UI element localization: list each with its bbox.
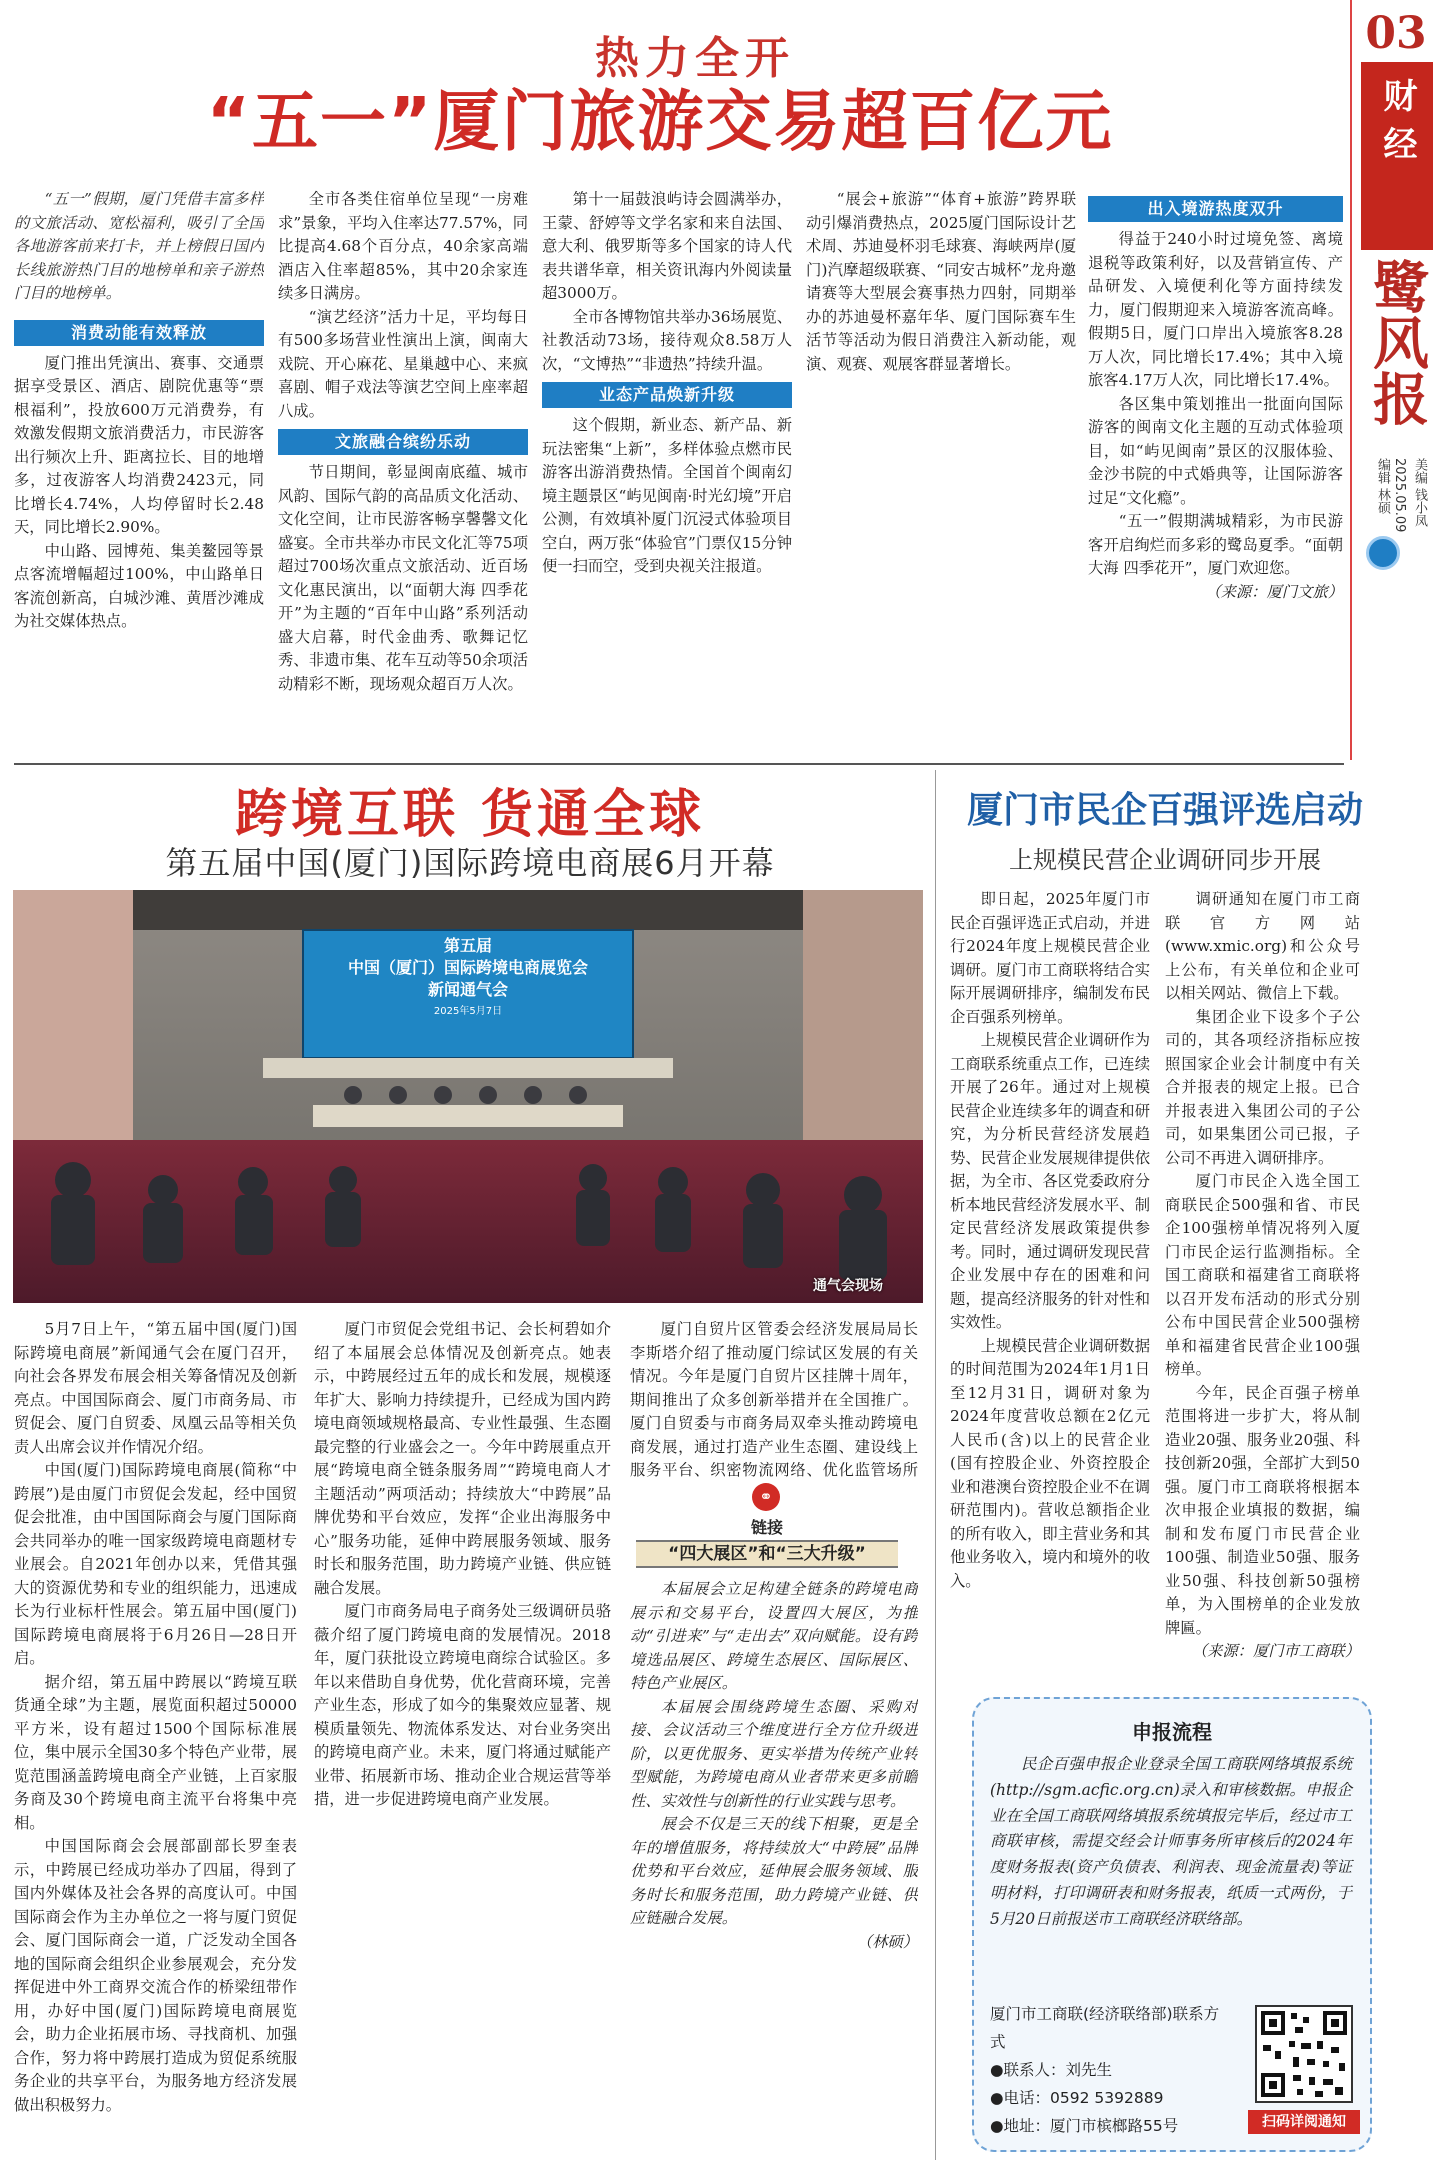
story1-headline: “五一”厦门旅游交易超百亿元 <box>206 83 1114 160</box>
paragraph: 全市各博物馆共举办36场展览、社教活动73场，接待观众8.58万人次，“文博热”“非遗热”持续升温。 <box>542 307 792 373</box>
photo-caption: 通气会现场 <box>813 1278 883 1294</box>
screen-date: 2025年5月7日 <box>433 1006 503 1017</box>
designer-credit: 美编 钱小凤 <box>1412 458 1427 528</box>
story1-column-1 <box>14 188 264 753</box>
story1-lead: “五一”假期，厦门凭借丰富多样的文旅活动、宽松福利，吸引了全国各地游客前来打卡，并上榜假日国内长线旅游热门目的地榜单和亲子游热门目的地榜单。 <box>14 190 264 302</box>
story3-column-1 <box>950 888 1150 1688</box>
paper-seal-icon <box>1366 536 1400 570</box>
story3-subhead: 上规模民营企业调研同步开展 <box>1009 846 1321 874</box>
story2-column-3 <box>630 1318 918 1478</box>
link-title: “四大展区”和“三大升级” <box>636 1540 898 1568</box>
paragraph: 上规模民营企业调研数据的时间范围为2024年1月1日至12月31日，调研对象为2024年度营收总额在2亿元人民币(含)以上的民营企业(国有控股企业、外资控股企业和港澳台资控股企业不在调研范围内)。营收总额指企业的所有收入，即主营业务和其他业务收入，境内和境外的收入。 <box>950 1336 1150 1590</box>
application-process-title: 申报流程 <box>1132 1720 1212 1744</box>
story1-column-2 <box>278 188 528 753</box>
contact-info <box>990 2000 1220 2140</box>
paragraph: “演艺经济”活力十足，平均每日有500多场营业性演出上演，闽南大戏院、开心麻花、星巢越中心、来疯喜剧、帽子戏法等演艺空间上座率超八成。 <box>278 307 528 420</box>
paragraph: 厦门市贸促会党组书记、会长柯碧如介绍了本届展会总体情况及创新亮点。她表示，中跨展经过五年的成长和发展，规模逐年扩大、影响力持续提升，已经成为国内跨境电商领域规格最高、专业性最强、生态圈最完整的行业盛会之一。今年中跨展重点开展“跨境电商全链条服务周”“跨境电商人才主题活动”两项活动；持续放大“中跨展”品牌优势和平台效应，发挥“企业出海服务中心”服务功能，延伸中跨展服务领域、服务时长和服务范围，助力跨境产业链、供应链融合发展。 <box>314 1320 611 1597</box>
story1-subhead-2: 文旅融合缤纷乐动 <box>278 429 528 455</box>
paragraph: 全市各类住宿单位呈现“一房难求”景象，平均入住率达77.57%，同比提高4.68个百分点，40余家高端酒店入住率超85%，其中20余家连续多日满房。 <box>278 190 528 302</box>
paragraph: 中国国际商会会展部副部长罗奎表示，中跨展已经成功举办了四届，得到了国内外媒体及社会各界的高度认可。中国国际商会作为主办单位之一将与厦门贸促会、厦门国际商会一道，广泛发动全国各地的国际商会组织企业参展观会，充分发挥促进中外工商界交流合作的桥梁纽带作用，办好中国(厦门)国际跨境电商展览会，助力企业拓展市场、寻找商机、加强合作，努力将中跨展打造成为贸促系统服务企业的共享平台，为服务地方经济发展做出积极努力。 <box>14 1837 297 2114</box>
paragraph: 节日期间，彰显闽南底蕴、城市风韵、国际气韵的高品质文化活动、文化空间，让市民游客畅享馨馨文化盛宴。全市共举办市民文化汇等75项超过700场次重点文旅活动、近百场文化惠民演出，以“面朝大海 四季花开”为主题的“百年中山路”系列活动盛大启幕，时代金曲秀、歌舞记忆秀、非遗市集、花车互动等50余项活动精彩不断，现场观众超百万人次。 <box>278 463 528 693</box>
link-source: （林硕） <box>856 1932 918 1951</box>
screen-line: 第五届 <box>443 936 492 955</box>
editor-credit: 编辑 林硕 <box>1375 458 1390 515</box>
paragraph: 本届展会围绕跨境生态圈、采购对接、会议活动三个维度进行全方位升级进阶，以更优服务、更实举措为传统产业转型赋能，为跨境电商从业者带来更多前瞻性、实效性与创新性的行业实践与思考。 <box>630 1697 918 1810</box>
contact-address: ●地址：厦门市槟榔路55号 <box>990 2117 1179 2135</box>
page-number: 03 <box>1365 8 1427 59</box>
story2-column-1 <box>14 1318 297 2163</box>
paragraph: 中国(厦门)国际跨境电商展(简称“中跨展”)是由厦门市贸促会发起，经中国贸促会批准，由中国国际商会与厦门国际商会共同举办的唯一国家级跨境电商题材专业展会。自2021年创办以来，凭借其强大的资源优势和专业的组织能力，迅速成长为行业标杆性展会。第五届中国(厦门)国际跨境电商展将于6月26日—28日开启。 <box>14 1461 297 1667</box>
story1-column-5 <box>1088 196 1343 756</box>
story1-column-3 <box>542 188 792 753</box>
paragraph: 调研通知在厦门市工商联官方网站(www.xmic.org)和公众号上公布，有关单位和企业可以相关网站、微信上下载。 <box>1165 890 1360 1002</box>
paragraph: 厦门推出凭演出、赛事、交通票据享受景区、酒店、剧院优惠等“票根福利”，投放600万元消费券，有效激发假期文旅消费活力，市民游客出行频次上升、距离拉长、目的地增多，过夜游客人均消费2423元，同比增长4.74%，人均停留时长2.48天，同比增长2.90%。 <box>14 353 264 536</box>
paragraph: “五一”假期满城精彩，为市民游客开启绚烂而多彩的鹭岛夏季。“面朝大海 四季花开”，厦门欢迎您。 <box>1088 512 1343 577</box>
screen-line: 中国（厦门）国际跨境电商展览会 <box>347 958 588 977</box>
story2-headline: 跨境互联 货通全球 <box>234 785 706 845</box>
paragraph: 今年，民企百强子榜单范围将进一步扩大，将从制造业20强、服务业20强、科技创新20强，全部扩大到50强。厦门市工商联将根据本次申报企业填报的数据，编制和发布厦门市民营企业100强、制造业50强、服务业50强、科技创新50强榜单，为入围榜单的企业发放牌匾。 <box>1165 1383 1360 1637</box>
paragraph: 得益于240小时过境免签、离境退税等政策利好，以及营销宣传、产品研发、入境便利化等方面持续发力，厦门假期迎来入境游客流高峰。假期5日，厦门口岸出入境旅客8.28万人次，同比增长17.4%；其中入境旅客4.17万人次，同比增长17.4%。 <box>1088 230 1343 389</box>
paragraph: 展会不仅是三天的线下相聚，更是全年的增值服务，将持续放大“中跨展”品牌优势和平台效应，延伸展会服务领域、服务时长和服务范围，助力跨境产业链、供应链融合发展。 <box>630 1815 918 1927</box>
link-icon: ⚭ <box>752 1483 780 1511</box>
screen-line: 新闻通气会 <box>427 980 508 999</box>
link-box-body <box>630 1578 918 2163</box>
section-name: 财经 <box>1377 78 1417 174</box>
paragraph: 集团企业下设多个子公司的，其各项经济指标应按照国家企业会计制度中有关合并报表的规定上报。已合并报表进入集团公司的子公司，如果集团公司已报，子公司不再进入调研排序。 <box>1165 1007 1360 1167</box>
page-rule-vertical <box>1350 0 1352 760</box>
paragraph: 中山路、园博苑、集美鳌园等景点客流增幅超过100%，中山路单日客流创新高，白城沙滩、黄厝沙滩成为社交媒体热点。 <box>14 541 264 630</box>
qr-pattern <box>1257 2007 1351 2101</box>
application-process-text <box>990 1752 1352 1933</box>
story1-column-4 <box>806 188 1076 753</box>
story3-column-2 <box>1165 888 1360 1688</box>
paper-logo: 鹭风报 <box>1364 258 1430 426</box>
story2-column-2 <box>314 1318 611 2163</box>
paragraph: 本届展会立足构建全链条的跨境电商展示和交易平台，设置四大展区，为推动“引进来”与“走出去”双向赋能。设有跨境选品展区、跨境生态展区、国际展区、特色产业展区。 <box>630 1580 918 1692</box>
paragraph: 第十一届鼓浪屿诗会圆满举办，王蒙、舒婷等文学名家和来自法国、意大利、俄罗斯等多个国家的诗人代表共谱华章，相关资讯海内外阅读量超3000万。 <box>542 190 792 302</box>
story2-subhead: 第五届中国(厦门)国际跨境电商展6月开幕 <box>165 844 775 882</box>
section-divider <box>14 763 1344 765</box>
issue-date: 2025.05.09 <box>1392 458 1407 533</box>
paragraph: 民企百强申报企业登录全国工商联网络填报系统(http://sgm.acfic.org.cn)录入和审核数据。申报企业在全国工商联网络填报系统填报完毕后，经过市工商联审核，需提交经会计师事务所审核后的2024年度财务报表(资产负债表、利润表、现金流量表)等证明材料，打印调研表和财务报表，纸质一式两份，于5月20日前报送市工商联经济联络部。 <box>990 1755 1352 1928</box>
paragraph: “展会+旅游”“体育+旅游”跨界联动引爆消费热点，2025厦门国际设计艺术周、苏迪曼杯羽毛球赛、海峡两岸(厦门)汽摩超级联赛、“同安古城杯”龙舟邀请赛等大型展会赛事热力四射，同期举办的苏迪曼杯嘉年华、厦门国际赛车生活节等活动为假日消费注入新动能，观演、观赛、观展客群显著增长。 <box>806 190 1076 373</box>
story1-subhead-4: 出入境游热度双升 <box>1088 196 1343 222</box>
contact-person: ●联系人：刘先生 <box>990 2061 1113 2079</box>
story1-kicker: 热力全开 <box>595 33 795 84</box>
story1-source: （来源：厦门文旅） <box>1205 582 1343 601</box>
story3-headline: 厦门市民企百强评选启动 <box>966 790 1363 831</box>
contact-phone: ●电话：0592 5392889 <box>990 2089 1164 2107</box>
story1-subhead-1: 消费动能有效释放 <box>14 320 264 346</box>
paragraph: 上规模民营企业调研作为工商联系统重点工作，已连续开展了26年。通过对上规模民营企业连续多年的调查和研究，为分析民营经济发展趋势、民营企业发展规律提供依据，为全市、各区党委政府分析本地民营经济发展水平、制定民营经济发展政策提供参考。同时，通过调研发现民营企业发展中存在的困难和问题，提高经济服务的针对性和实效性。 <box>950 1031 1150 1331</box>
contact-title: 厦门市工商联(经济联络部)联系方式 <box>990 2005 1220 2051</box>
paragraph: 厦门市商务局电子商务处三级调研员骆薇介绍了厦门跨境电商的发展情况。2018年，厦门获批设立跨境电商综合试验区。多年以来借助自身优势，优化营商环境，完善产业生态，形成了如今的集聚效应显著、规模质量领先、物流体系发达、对台业务突出的跨境电商产业。未来，厦门将通过赋能产业带、拓展新市场、推动企业合规运营等举措，进一步促进跨境电商产业发展。 <box>314 1602 611 1808</box>
qr-code-icon[interactable] <box>1255 2005 1353 2103</box>
qr-code-label: 扫码详阅通知 <box>1248 2110 1360 2134</box>
paragraph: 5月7日上午，“第五届中国(厦门)国际跨境电商展”新闻通气会在厦门召开，向社会各界发布展会相关筹备情况及创新亮点。中国国际商会、厦门市商务局、市贸促会、厦门自贸委、凤凰云品等相关负责人出席会议并作情况介绍。 <box>14 1320 297 1456</box>
column-divider <box>935 770 936 2160</box>
paragraph: 据介绍，第五届中跨展以“跨境互联 货通全球”为主题，展览面积超过50000平方米，设有超过1500个国际标准展位，集中展示全国30多个特色产业带，展览范围涵盖跨境电商全产业链，上百家服务商及30个跨境电商主流平台将集中亮相。 <box>14 1672 297 1832</box>
paragraph: 厦门自贸片区管委会经济发展局局长李斯塔介绍了推动厦门综试区发展的有关情况。今年是厦门自贸片区挂牌十周年，期间推出了众多创新举措并在全国推广。厦门自贸委与市商务局双牵头推动跨境电商发展，通过打造产业生态圈、建设线上服务平台、织密物流网络、优化监管场所 <box>630 1320 918 1478</box>
paragraph: 各区集中策划推出一批面向国际游客的闽南文化主题的互动式体验项目，如“屿见闽南”景区的汉服体验、金沙书院的中式婚典等，让国际游客过足“文化瘾”。 <box>1088 394 1343 507</box>
paragraph: 厦门市民企入选全国工商联民企500强和省、市民企100强榜单情况将列入厦门市民企运行监测指标。全国工商联和福建省工商联将以召开发布活动的形式分别公布中国民营企业500强榜单和福建省民营企业100强榜单。 <box>1165 1172 1360 1378</box>
paragraph: 这个假期，新业态、新产品、新玩法密集“上新”，多样体验点燃市民游客出游消费热情。全国首个闽南幻境主题景区“屿见闽南·时光幻境”开启公测，有效填补厦门沉浸式体验项目空白，两万张“体验官”门票仅15分钟便一扫而空，受到央视关注报道。 <box>542 416 792 575</box>
paragraph: 即日起，2025年厦门市民企百强评选正式启动，并进行2024年度上规模民营企业调研。厦门市工商联将结合实际开展调研排序，编制发布民企百强系列榜单。 <box>950 890 1150 1026</box>
press-conference-photo <box>13 890 923 1303</box>
link-label: 链接 <box>750 1518 783 1537</box>
story3-source: （来源：厦门市工商联） <box>1191 1642 1360 1660</box>
story1-subhead-3: 业态产品焕新升级 <box>542 382 792 408</box>
photo-screen-text <box>303 935 633 1023</box>
